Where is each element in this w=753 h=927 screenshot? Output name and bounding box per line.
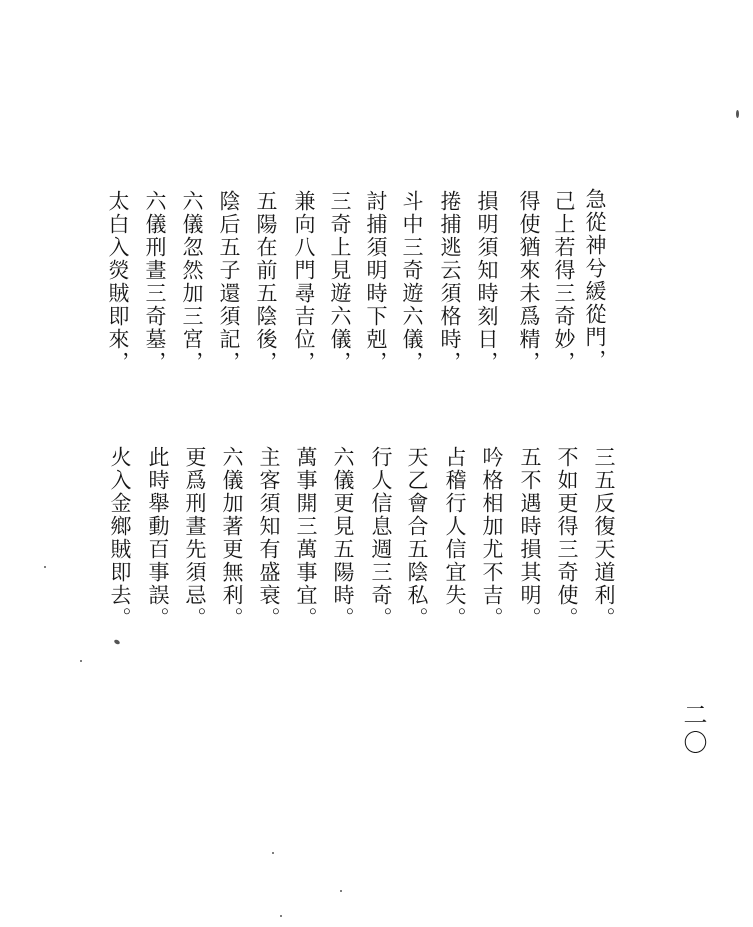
lower-verse-11: 六儀加著更無利。 — [220, 446, 244, 630]
lower-verse-2: 不如更得三奇使。 — [555, 446, 579, 630]
upper-verse-7: 討捕須明時下剋， — [364, 190, 388, 374]
scan-speck — [44, 566, 46, 568]
lower-verse-8: 六儀更見五陽時。 — [331, 446, 355, 630]
page-number: 二〇 — [679, 702, 707, 758]
upper-verse-1: 急從神兮緩從門， — [583, 188, 607, 372]
upper-verse-14: 太白入熒賊即來， — [106, 190, 130, 374]
lower-verse-7: 行人信息週三奇。 — [369, 446, 393, 630]
lower-verse-3: 五不遇時損其明。 — [518, 446, 542, 630]
upper-verse-8: 三奇上見遊六儀， — [328, 190, 352, 374]
lower-verse-14: 火入金鄉賊即去。 — [108, 446, 132, 630]
lower-verse-5: 占稽行人信宜失。 — [443, 446, 467, 630]
scan-speck — [736, 110, 739, 118]
lower-verse-10: 主客須知有盛衰。 — [257, 446, 281, 630]
upper-verse-5: 捲捕逃云須格時， — [438, 190, 462, 374]
lower-verse-6: 天乙會合五陰私。 — [405, 446, 429, 630]
scan-speck — [113, 639, 120, 645]
lower-verse-4: 吟格相加尤不吉。 — [480, 446, 504, 630]
lower-verse-1: 三五反復天道利。 — [592, 446, 616, 630]
upper-verse-4: 損明須知時刻日， — [475, 190, 499, 374]
upper-verse-9: 兼向八門尋吉位， — [292, 190, 316, 374]
scan-speck — [340, 890, 342, 892]
lower-verse-9: 萬事開三萬事宜。 — [294, 446, 318, 630]
scan-speck — [272, 852, 274, 854]
upper-verse-3: 得使猶來未爲精， — [517, 190, 541, 374]
upper-verse-11: 陰后五子還須記， — [217, 190, 241, 374]
lower-verse-13: 此時舉動百事誤。 — [146, 446, 170, 630]
upper-verse-12: 六儀忽然加三宮， — [180, 190, 204, 374]
upper-verse-2: 己上若得三奇妙， — [552, 190, 576, 374]
scan-speck — [80, 660, 82, 662]
scan-speck — [280, 915, 282, 917]
upper-verse-10: 五陽在前五陰後， — [254, 190, 278, 374]
upper-verse-6: 斗中三奇遊六儀， — [400, 190, 424, 374]
upper-verse-13: 六儀刑晝三奇墓， — [143, 190, 167, 374]
lower-verse-12: 更爲刑晝先須忌。 — [183, 446, 207, 630]
